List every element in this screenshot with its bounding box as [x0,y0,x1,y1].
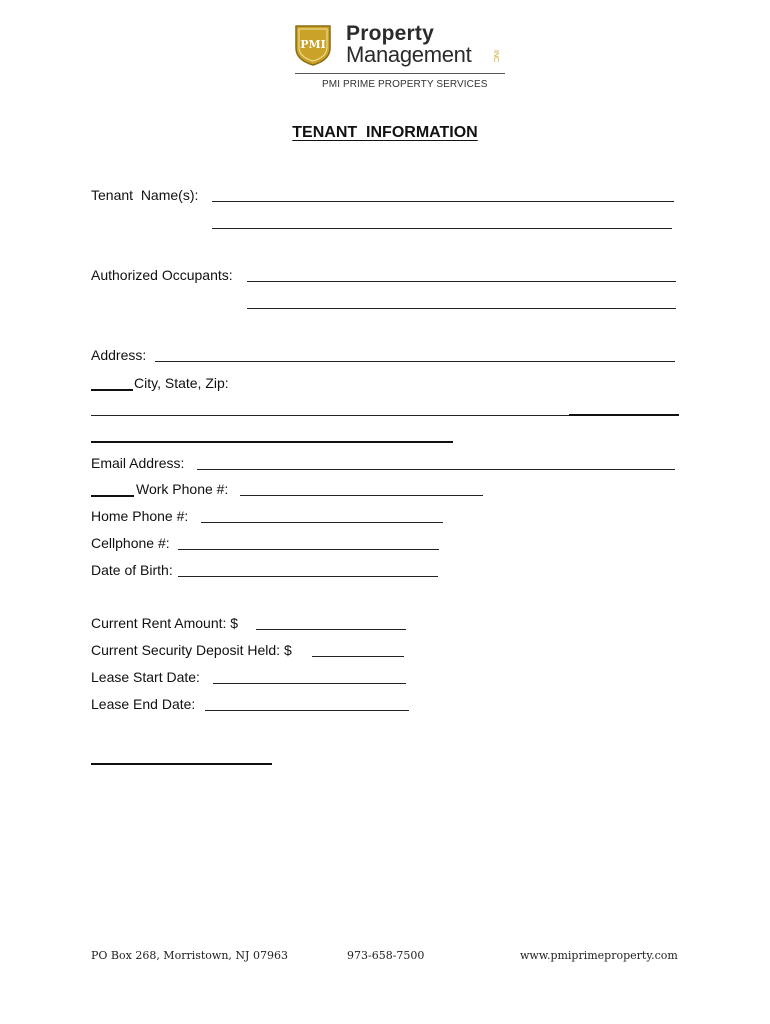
logo-brand-line2: Management [346,42,472,67]
footer-phone: 973-658-7500 [347,949,425,962]
company-logo [291,22,521,94]
lease-start-label: Lease Start Date: [91,669,200,685]
current-rent-line[interactable] [256,629,406,630]
security-deposit-line[interactable] [312,656,404,657]
footer-website[interactable]: www.pmiprimeproperty.com [520,949,678,962]
lease-end-line[interactable] [205,710,409,711]
logo-badge-text: PMI [300,38,326,51]
email-label: Email Address: [91,455,185,471]
authorized-occupants-line-1[interactable] [247,281,676,282]
dob-label: Date of Birth: [91,562,173,578]
address-label: Address: [91,347,147,363]
logo-subtitle: PMI PRIME PROPERTY SERVICES [322,79,488,90]
current-rent-label: Current Rent Amount: $ [91,615,239,631]
work-phone-label: Work Phone #: [136,481,229,497]
city-state-zip-line-2[interactable] [91,441,453,443]
city-state-zip-label: City, State, Zip: [134,375,229,391]
tenant-names-line-1[interactable] [212,201,674,202]
signature-line[interactable] [91,763,272,765]
page-title [0,124,770,142]
logo-divider [295,73,505,74]
home-phone-line[interactable] [201,522,443,523]
authorized-occupants-label: Authorized Occupants: [91,267,233,283]
work-phone-prefix-line[interactable] [91,495,134,497]
address-line[interactable] [155,361,675,362]
lease-end-label: Lease End Date: [91,696,196,712]
page-title-text: TENANT INFORMATION [292,124,478,141]
city-state-zip-line[interactable] [91,415,569,416]
footer-address: PO Box 268, Morristown, NJ 07963 [91,949,288,962]
authorized-occupants-line-2[interactable] [247,308,676,309]
tenant-names-line-2[interactable] [212,228,672,229]
work-phone-line[interactable] [240,495,483,496]
security-deposit-label: Current Security Deposit Held: $ [91,642,292,658]
home-phone-label: Home Phone #: [91,508,189,524]
city-state-zip-line-end[interactable] [569,414,679,416]
logo-inc-suffix: INC [492,50,499,63]
tenant-names-label: Tenant Name(s): [91,187,199,203]
dob-line[interactable] [178,576,438,577]
logo-brand-line1: Property [346,22,434,45]
cellphone-label: Cellphone #: [91,535,170,551]
email-line[interactable] [197,469,675,470]
city-prefix-line[interactable] [91,389,133,391]
pmi-shield-icon [294,24,332,66]
lease-start-line[interactable] [213,683,406,684]
cellphone-line[interactable] [178,549,439,550]
